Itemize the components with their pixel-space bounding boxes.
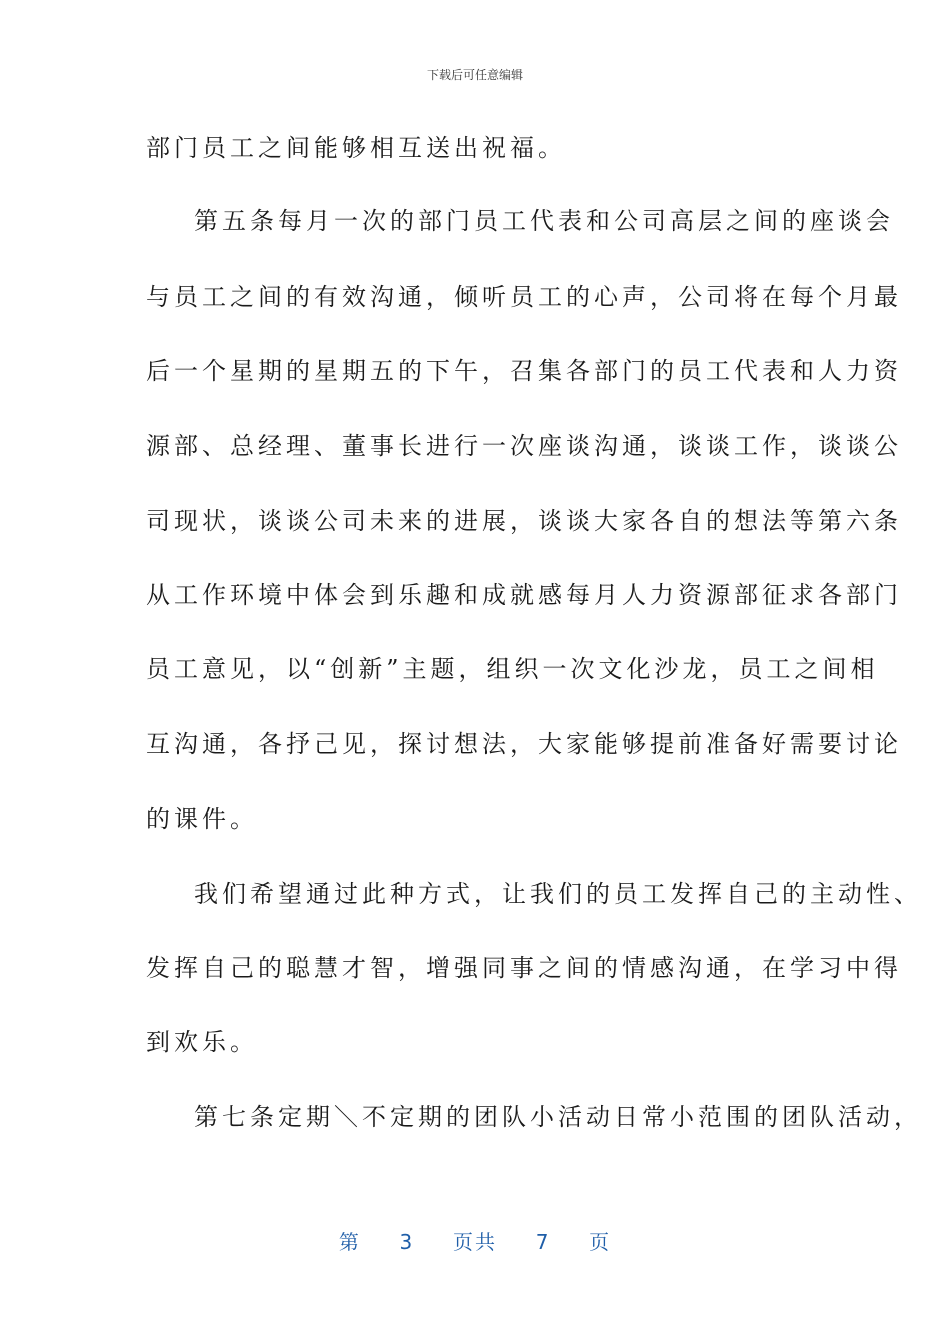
body-line: 与员工之间的有效沟通，倾听员工的心声，公司将在每个月最 [146,283,902,311]
current-page-number: 3 [399,1230,415,1254]
page-header-note: 下载后可任意编辑 [426,68,523,82]
body-line: 到欢乐。 [146,1028,258,1056]
footer-prefix: 第 [338,1230,361,1254]
body-line: 部门员工之间能够相互送出祝福。 [146,134,566,162]
body-line: 源部、总经理、董事长进行一次座谈沟通，谈谈工作，谈谈公 [146,432,902,460]
footer-middle: 页共 [453,1230,497,1254]
body-line: 发挥自己的聪慧才智，增强同事之间的情感沟通，在学习中得 [146,954,902,982]
body-line: 我们希望通过此种方式，让我们的员工发挥自己的主动性、 [194,880,922,908]
total-pages-number: 7 [535,1230,551,1254]
body-line: 后一个星期的星期五的下午，召集各部门的员工代表和人力资 [146,357,902,385]
body-line: 司现状，谈谈公司未来的进展，谈谈大家各自的想法等第六条 [146,507,902,535]
body-line: 员工意见，以“创新”主题，组织一次文化沙龙，员工之间相 [146,655,879,683]
page-number-footer [0,1226,950,1255]
footer-suffix: 页 [589,1230,612,1254]
body-line: 的课件。 [146,805,258,833]
body-line: 第五条每月一次的部门员工代表和公司高层之间的座谈会 [194,207,894,235]
body-line: 从工作环境中体会到乐趣和成就感每月人力资源部征求各部门 [146,581,902,609]
body-line: 互沟通，各抒己见，探讨想法，大家能够提前准备好需要讨论 [146,730,902,758]
body-line: 第七条定期＼不定期的团队小活动日常小范围的团队活动， [194,1103,922,1131]
